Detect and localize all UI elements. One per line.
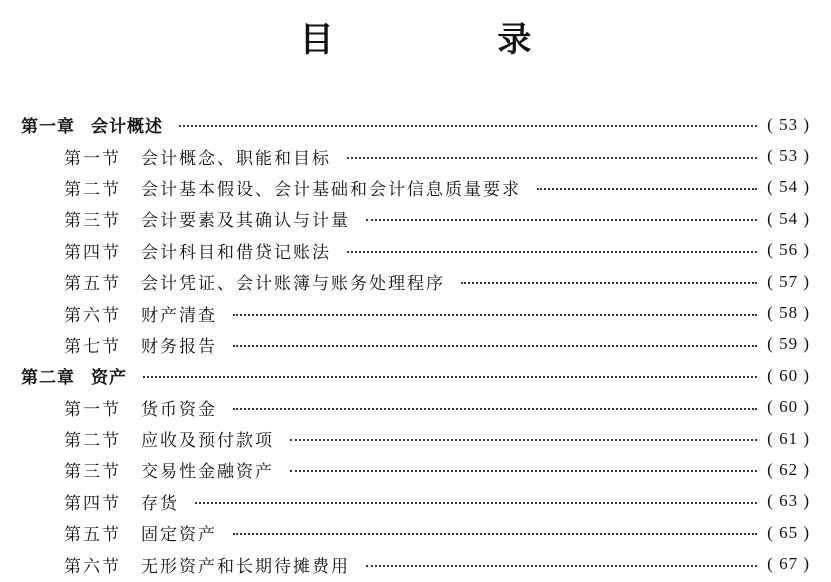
- section-title: 无形资产和长期待摊费用: [141, 556, 350, 577]
- table-of-contents: [0, 109, 831, 580]
- section-number: 第四节: [64, 493, 121, 514]
- section-title: 存货: [141, 493, 179, 514]
- chapter-number: 第二章: [21, 368, 75, 389]
- toc-section-entry: [0, 297, 831, 328]
- toc-chapter-entry: [0, 109, 831, 140]
- toc-section-entry: [0, 266, 831, 297]
- entry-label: [64, 238, 331, 263]
- section-title: 交易性金融资产: [141, 462, 274, 483]
- entry-label: [21, 112, 163, 137]
- entry-label: [64, 301, 217, 326]
- section-title: 会计要素及其确认与计量: [141, 211, 350, 232]
- toc-section-entry: [0, 172, 831, 203]
- section-title: 会计凭证、会计账簿与账务处理程序: [141, 274, 445, 295]
- dot-leader: [143, 376, 757, 378]
- entry-label: [64, 552, 350, 577]
- toc-section-entry: [0, 392, 831, 423]
- chapter-number: 第一章: [21, 117, 75, 138]
- section-number: 第三节: [64, 211, 121, 232]
- dot-leader: [366, 565, 757, 567]
- page-number: ( 60 ): [767, 397, 810, 417]
- dot-leader: [461, 282, 757, 284]
- entry-label: [64, 144, 331, 169]
- chapter-title: 资产: [91, 368, 127, 389]
- dot-leader: [233, 314, 757, 316]
- section-title: 财产清查: [141, 305, 217, 326]
- section-number: 第一节: [64, 399, 121, 420]
- section-number: 第七节: [64, 336, 121, 357]
- chapter-title: 会计概述: [91, 117, 163, 138]
- dot-leader: [195, 502, 757, 504]
- toc-section-entry: [0, 235, 831, 266]
- section-number: 第二节: [64, 179, 121, 200]
- entry-label: [64, 520, 217, 545]
- dot-leader: [179, 125, 757, 127]
- page-number: ( 56 ): [767, 240, 810, 260]
- section-number: 第六节: [64, 305, 121, 326]
- toc-section-entry: [0, 423, 831, 454]
- entry-label: [64, 332, 217, 357]
- page-number: ( 62 ): [767, 459, 810, 479]
- section-number: 第四节: [64, 242, 121, 263]
- section-title: 固定资产: [141, 525, 217, 546]
- section-title: 会计基本假设、会计基础和会计信息质量要求: [141, 179, 521, 200]
- entry-label: [64, 395, 217, 420]
- section-number: 第六节: [64, 556, 121, 577]
- page-number: ( 61 ): [767, 428, 810, 448]
- toc-section-entry: [0, 517, 831, 548]
- page-number: ( 63 ): [767, 491, 810, 511]
- dot-leader: [233, 408, 757, 410]
- dot-leader: [233, 533, 757, 535]
- dot-leader: [366, 219, 757, 221]
- entry-label: [64, 206, 350, 231]
- toc-section-entry: [0, 548, 831, 579]
- dot-leader: [347, 157, 757, 159]
- dot-leader: [290, 470, 757, 472]
- toc-section-entry: [0, 329, 831, 360]
- section-number: 第五节: [64, 525, 121, 546]
- dot-leader: [290, 439, 757, 441]
- toc-section-entry: [0, 454, 831, 485]
- toc-section-entry: [0, 140, 831, 171]
- page-number: ( 54 ): [767, 208, 810, 228]
- page-number: ( 54 ): [767, 177, 810, 197]
- entry-label: [21, 363, 127, 388]
- page-title: 目 录: [299, 20, 608, 60]
- entry-label: [64, 489, 179, 514]
- page-number: ( 53 ): [767, 146, 810, 166]
- entry-label: [64, 175, 521, 200]
- section-number: 第三节: [64, 462, 121, 483]
- section-number: 第二节: [64, 431, 121, 452]
- section-title: 财务报告: [141, 336, 217, 357]
- page-number: ( 60 ): [767, 365, 810, 385]
- entry-label: [64, 269, 445, 294]
- toc-chapter-entry: [0, 360, 831, 391]
- page-number: ( 58 ): [767, 303, 810, 323]
- dot-leader: [347, 251, 757, 253]
- page-number: ( 57 ): [767, 271, 810, 291]
- page-number: ( 67 ): [767, 554, 810, 574]
- dot-leader: [537, 188, 757, 190]
- dot-leader: [233, 345, 757, 347]
- page-number: ( 65 ): [767, 522, 810, 542]
- section-title: 会计科目和借贷记账法: [141, 242, 331, 263]
- toc-section-entry: [0, 486, 831, 517]
- section-title: 货币资金: [141, 399, 217, 420]
- section-title: 会计概念、职能和目标: [141, 148, 331, 169]
- page-number: ( 59 ): [767, 334, 810, 354]
- section-title: 应收及预付款项: [141, 431, 274, 452]
- toc-section-entry: [0, 203, 831, 234]
- section-number: 第一节: [64, 148, 121, 169]
- entry-label: [64, 426, 274, 451]
- entry-label: [64, 457, 274, 482]
- section-number: 第五节: [64, 274, 121, 295]
- page-number: ( 53 ): [767, 114, 810, 134]
